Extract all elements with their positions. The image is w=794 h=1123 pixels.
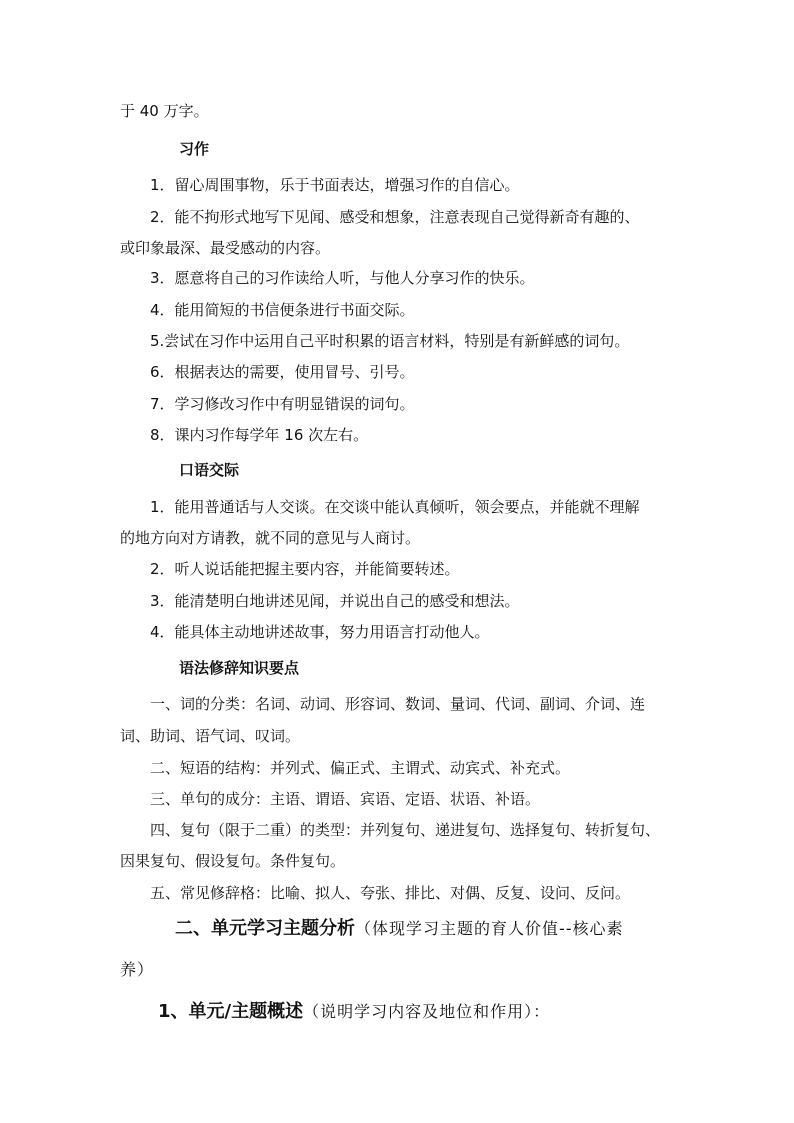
continuation-text: 于 40 万字。 bbox=[120, 102, 209, 120]
writing-item: 8．课内习作每学年 16 次左右。 bbox=[150, 426, 369, 444]
section-2-note-cont: 养） bbox=[120, 960, 155, 979]
writing-item: 3．愿意将自己的习作读给人听，与他人分享习作的快乐。 bbox=[150, 269, 535, 287]
writing-item: 6．根据表达的需要，使用冒号、引号。 bbox=[150, 363, 415, 381]
writing-heading: 习作 bbox=[179, 140, 210, 158]
section-2-heading bbox=[175, 917, 624, 941]
oral-item: 3．能清楚明白地讲述见闻，并说出自己的感受和想法。 bbox=[150, 592, 520, 610]
writing-item: 4．能用简短的书信便条进行书面交际。 bbox=[150, 301, 415, 319]
writing-item: 或印象最深、最受感动的内容。 bbox=[120, 239, 331, 257]
subsection-1-note: （说明学习内容及地位和作用）： bbox=[303, 1002, 551, 1021]
grammar-item: 因果复句、假设复句。条件复句。 bbox=[120, 852, 346, 870]
oral-item: 4．能具体主动地讲述故事，努力用语言打动他人。 bbox=[150, 623, 490, 641]
oral-item: 的地方向对方请教，就不同的意见与人商讨。 bbox=[120, 529, 421, 547]
writing-item: 2．能不拘形式地写下见闻、感受和想象，注意表现自己觉得新奇有趣的、 bbox=[150, 208, 640, 226]
grammar-item: 词、助词、语气词、叹词。 bbox=[120, 727, 301, 745]
oral-item: 2．听人说话能把握主要内容，并能简要转述。 bbox=[150, 560, 460, 578]
grammar-heading: 语法修辞知识要点 bbox=[179, 659, 300, 677]
writing-item: 5.尝试在习作中运用自己平时积累的语言材料，特别是有新鲜感的词句。 bbox=[150, 332, 630, 350]
grammar-item: 五、常见修辞格：比喻、拟人、夸张、排比、对偶、反复、设问、反问。 bbox=[150, 884, 631, 902]
grammar-item: 一、词的分类：名词、动词、形容词、数词、量词、代词、副词、介词、连 bbox=[150, 695, 646, 713]
grammar-item: 二、短语的结构：并列式、偏正式、主谓式、动宾式、补充式。 bbox=[150, 759, 571, 777]
writing-item: 1．留心周围事物，乐于书面表达，增强习作的自信心。 bbox=[150, 176, 520, 194]
writing-item: 7．学习修改习作中有明显错误的词句。 bbox=[150, 395, 415, 413]
subsection-1-heading bbox=[158, 1000, 550, 1024]
oral-heading: 口语交际 bbox=[179, 461, 240, 479]
subsection-1-title: 1、单元/主题概述 bbox=[158, 1001, 304, 1022]
grammar-item: 三、单句的成分：主语、谓语、宾语、定语、状语、补语。 bbox=[150, 790, 541, 808]
section-2-title: 二、单元学习主题分析 bbox=[175, 918, 355, 939]
oral-item: 1．能用普通话与人交谈。在交谈中能认真倾听，领会要点，并能就不理解 bbox=[150, 498, 640, 516]
section-2-note: （体现学习主题的育人价值--核心素 bbox=[355, 919, 624, 938]
grammar-item: 四、复句（限于二重）的类型：并列复句、递进复句、选择复句、转折复句、 bbox=[150, 821, 661, 839]
